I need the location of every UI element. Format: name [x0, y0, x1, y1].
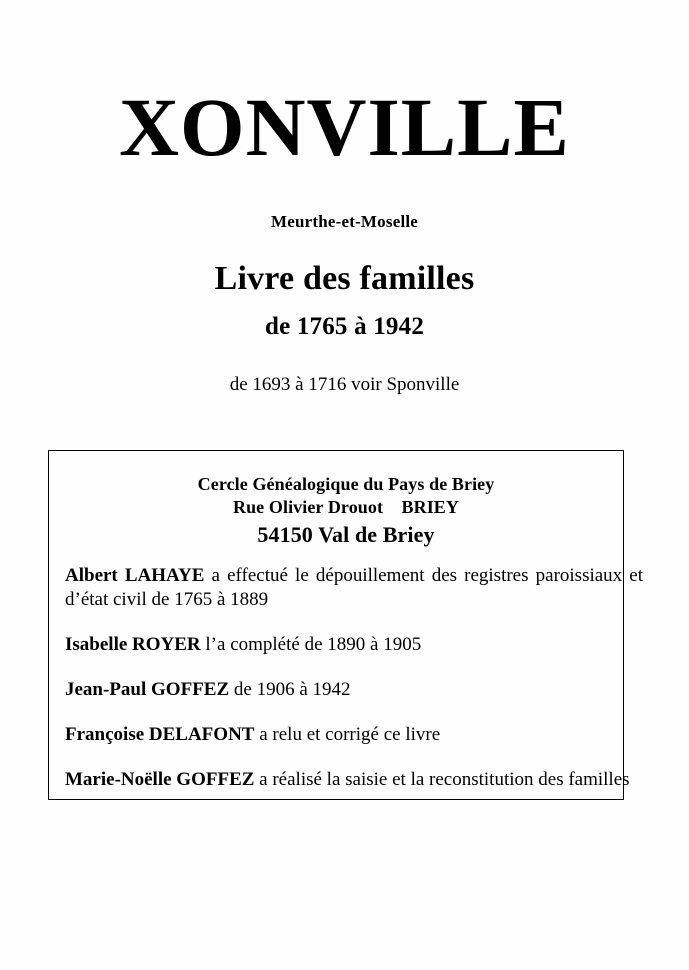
contributor-name: Jean-Paul GOFFEZ	[65, 678, 230, 700]
organization-city: 54150 Val de Briey	[257, 522, 435, 547]
contributor-entry	[65, 768, 643, 792]
contributor-name: Marie-Noëlle GOFFEZ	[65, 768, 255, 790]
contributor-entry	[65, 678, 643, 702]
contributor-detail: l’a complété de 1890 à 1905	[200, 633, 422, 655]
page-title: XONVILLE	[119, 81, 570, 173]
region-subtitle: Meurthe-et-Moselle	[270, 212, 419, 231]
date-range: de 1765 à 1942	[264, 313, 425, 340]
contributor-name: Isabelle ROYER	[65, 633, 201, 655]
contributor-detail: a relu et corrigé ce livre	[254, 723, 441, 745]
contributor-detail: de 1906 à 1942	[229, 678, 351, 700]
contributor-name: Françoise DELAFONT	[65, 723, 255, 745]
organization-name: Cercle Généalogique du Pays de Briey	[197, 474, 495, 494]
contributor-entry	[65, 564, 643, 612]
organization-street: Rue Olivier Drouot BRIEY	[232, 496, 460, 517]
credits-box	[48, 450, 644, 800]
contributors-list	[65, 564, 643, 792]
contributor-detail: a réalisé la saisie et la reconstitution des familles	[254, 768, 630, 790]
cross-reference-note: de 1693 à 1716 voir Sponville	[229, 374, 460, 395]
book-title: Livre des familles	[214, 260, 475, 297]
contributor-entry	[65, 633, 643, 657]
contributor-name: Albert LAHAYE	[65, 565, 205, 586]
title-block	[0, 81, 689, 396]
organization-header	[49, 451, 623, 550]
contributor-detail: a effectué le dépouillement des registres paroissiaux et d’état civil de 1765 à 1889	[65, 565, 644, 610]
contributor-entry	[65, 723, 643, 747]
